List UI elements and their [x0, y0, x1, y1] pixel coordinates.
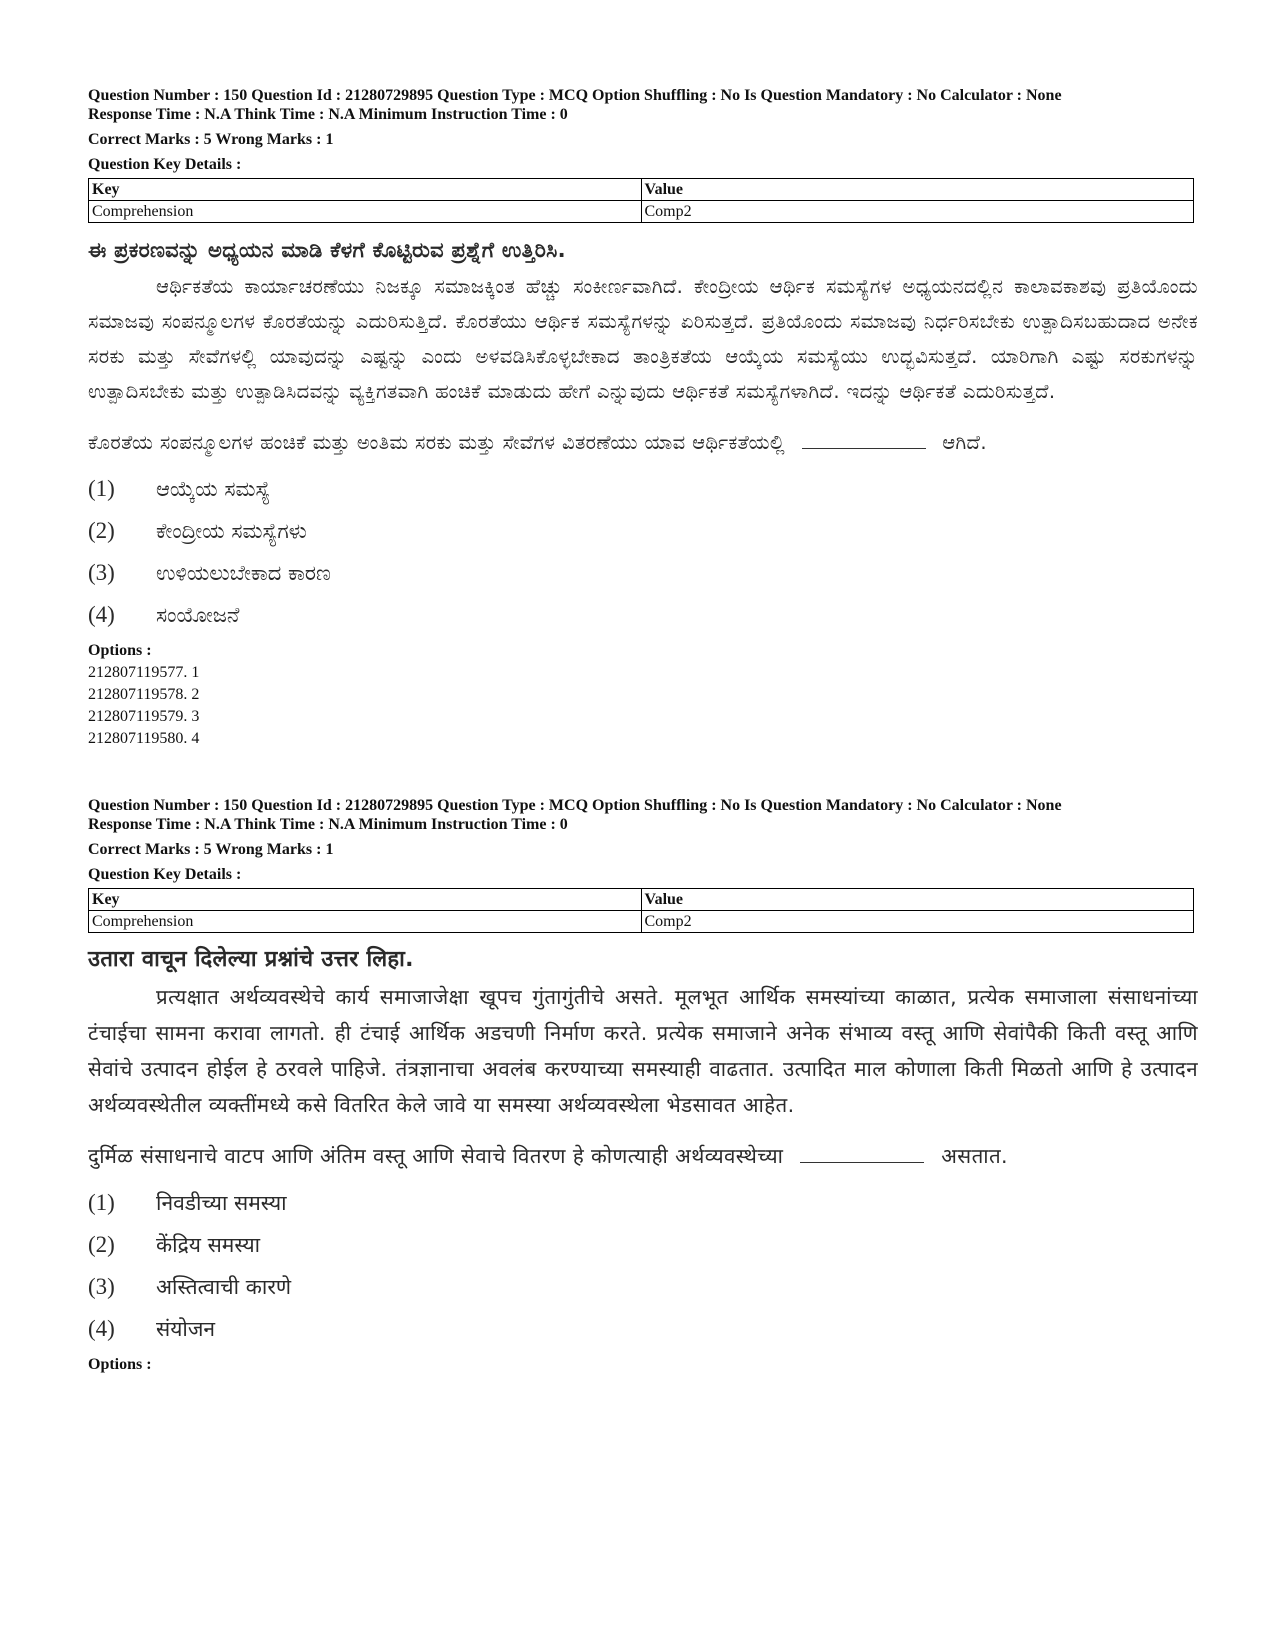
choice-list [88, 1182, 1198, 1350]
question-meta [88, 86, 1198, 174]
choice-text: अस्तित्वाची कारणे [156, 1275, 292, 1299]
meta-line-2: Response Time : N.A Think Time : N.A Minimum Instruction Time : 0 [88, 106, 568, 123]
question-meta [88, 796, 1198, 884]
meta-line-1: Question Number : 150 Question Id : 21280729895 Question Type : MCQ Option Shuffling : No Is Question Mandatory : No Calculator : None [88, 797, 1062, 814]
option-id: 212807119578. 2 [88, 686, 200, 703]
document-page [88, 86, 1198, 1376]
option-id: 212807119579. 3 [88, 708, 200, 725]
key-cell: Comprehension [89, 911, 642, 933]
choice-item [88, 1266, 1198, 1308]
table-row [89, 201, 1194, 223]
key-header: Key [89, 179, 642, 201]
question-text-end: ಆಗಿದೆ. [942, 431, 987, 454]
scanned-question-image [88, 945, 1198, 1350]
choice-text: ಉಳಿಯಲುಬೇಕಾದ ಕಾರಣ [156, 561, 331, 585]
key-cell: Comprehension [89, 201, 642, 223]
option-id: 212807119577. 1 [88, 664, 200, 681]
question-text: दुर्मिळ संसाधनाचे वाटप आणि अंतिम वस्तू आणि सेवाचे वितरण हे कोणत्याही अर्थव्यवस्थेच्या [88, 1144, 784, 1168]
choice-number: (2) [88, 1232, 115, 1257]
question-stem [88, 425, 1198, 460]
passage-text: ಆರ್ಥಿಕತೆಯ ಕಾರ್ಯಾಚರಣೆಯು ನಿಜಕ್ಕೂ ಸಮಾಜಕ್ಕಿಂತ ಹೆಚ್ಚು ಸಂಕೀರ್ಣವಾಗಿದೆ. ಕೇಂದ್ರೀಯ ಆರ್ಥಿಕ ಸಮಸ್ಯೆಗಳ ಅಧ್ಯಯನದಲ್ಲಿನ ಕಾಲಾವಕಾಶವು ಪ್ರತಿಯೊಂದು ಸಮಾಜವು ಸಂಪನ್ಮೂಲಗಳ ಕೊರತೆಯನ್ನು ಎದುರಿಸುತ್ತಿದೆ. ಕೊರತೆಯು ಆರ್ಥಿಕ ಸಮಸ್ಯೆಗಳನ್ನು ಏರಿಸುತ್ತದೆ. ಪ್ರತಿಯೊಂದು ಸಮಾಜವು ನಿರ್ಧರಿಸಬೇಕು ಉತ್ಪಾದಿಸಬಹುದಾದ ಅನೇಕ ಸರಕು ಮತ್ತು ಸೇವೆಗಳಲ್ಲಿ ಯಾವುದನ್ನು ಎಷ್ಟನ್ನು ಎಂದು ಅಳವಡಿಸಿಕೊಳ್ಳಬೇಕಾದ ತಾಂತ್ರಿಕತೆಯ ಆಯ್ಕೆಯ ಸಮಸ್ಯೆಯು ಉದ್ಭವಿಸುತ್ತದೆ. ಯಾರಿಗಾಗಿ ಎಷ್ಟು ಸರಕುಗಳನ್ನು ಉತ್ಪಾದಿಸಬೇಕು ಮತ್ತು ಉತ್ಪಾಡಿಸಿದವನ್ನು ವ್ಯಕ್ತಿಗತವಾಗಿ ಹಂಚಿಕೆ ಮಾಡುದು ಹೇಗೆ ಎನ್ನುವುದು ಆರ್ಥಿಕತೆ ಸಮಸ್ಯೆಗಳಾಗಿದೆ. ಇದನ್ನು ಆರ್ಥಿಕತೆ ಎದುರಿಸುತ್ತದೆ. [88, 275, 1198, 403]
value-header: Value [641, 889, 1194, 911]
key-details-label: Question Key Details : [88, 866, 242, 883]
instruction-text: उतारा वाचून दिलेल्या प्रश्नांचे उत्तर लिहा. [88, 947, 414, 972]
fill-blank [802, 448, 926, 449]
table-header-row [89, 889, 1194, 911]
choice-number: (1) [88, 476, 115, 501]
table-row [89, 911, 1194, 933]
choice-item [88, 594, 1198, 636]
question-stem [88, 1139, 1198, 1174]
choice-item [88, 1224, 1198, 1266]
value-cell: Comp2 [641, 201, 1194, 223]
question-block-marathi [88, 796, 1198, 1376]
choice-list [88, 468, 1198, 636]
choice-item [88, 510, 1198, 552]
marks-line: Correct Marks : 5 Wrong Marks : 1 [88, 131, 334, 148]
instruction-text: ಈ ಪ್ರಕರಣವನ್ನು ಅಧ್ಯಯನ ಮಾಡಿ ಕೆಳಗೆ ಕೊಟ್ಟಿರುವ ಪ್ರಶ್ನೆಗೆ ಉತ್ತಿರಿಸಿ. [88, 238, 566, 262]
choice-number: (2) [88, 518, 115, 543]
choice-number: (3) [88, 1274, 115, 1299]
passage-text: प्रत्यक्षात अर्थव्यवस्थेचे कार्य समाजाजेक्षा खूपच गुंतागुंतीचे असते. मूलभूत आर्थिक समस्यांच्या काळात, प्रत्येक समाजाला संसाधनांच्या टंचाईचा सामना करावा लागतो. ही टंचाई आर्थिक अडचणी निर्माण करते. प्रत्येक समाजाने अनेक संभाव्य वस्तू आणि सेवांपैकी किती वस्तू आणि सेवांचे उत्पादन होईल हे ठरवले पाहिजे. तंत्रज्ञानाचा अवलंब करण्याच्या समस्याही वाढतात. उत्पादित माल कोणाला किती मिळतो आणि हे उत्पादन अर्थव्यवस्थेतील व्यक्तींमध्ये कसे वितरित केले जावे या समस्या अर्थव्यवस्थेला भेडसावत आहेत. [88, 985, 1198, 1117]
meta-line-1: Question Number : 150 Question Id : 21280729895 Question Type : MCQ Option Shuffling : No Is Question Mandatory : No Calculator : None [88, 87, 1062, 104]
marks-line: Correct Marks : 5 Wrong Marks : 1 [88, 841, 334, 858]
choice-number: (3) [88, 560, 115, 585]
question-text-end: असतात. [941, 1144, 1008, 1168]
question-text: ಕೊರತೆಯ ಸಂಪನ್ಮೂಲಗಳ ಹಂಚಿಕೆ ಮತ್ತು ಅಂತಿಮ ಸರಕು ಮತ್ತು ಸೇವೆಗಳ ವಿತರಣೆಯು ಯಾವ ಆರ್ಥಿಕತೆಯಲ್ಲಿ [88, 431, 785, 454]
option-id: 212807119580. 4 [88, 730, 200, 747]
value-header: Value [641, 179, 1194, 201]
choice-text: केंद्रिय समस्या [156, 1233, 261, 1257]
value-cell: Comp2 [641, 911, 1194, 933]
key-header: Key [89, 889, 642, 911]
key-details-table [88, 888, 1194, 933]
choice-text: ಕೇಂದ್ರೀಯ ಸಮಸ್ಯೆಗಳು [156, 519, 307, 543]
fill-blank [800, 1162, 924, 1163]
options-list [88, 1354, 1198, 1376]
options-label: Options : [88, 642, 152, 659]
meta-line-2: Response Time : N.A Think Time : N.A Minimum Instruction Time : 0 [88, 816, 568, 833]
choice-text: निवडीच्या समस्या [156, 1191, 287, 1215]
choice-text: संयोजन [156, 1317, 216, 1341]
choice-text: ಸಂಯೋಜನೆ [156, 603, 240, 627]
key-details-label: Question Key Details : [88, 156, 242, 173]
choice-number: (4) [88, 602, 115, 627]
options-label: Options : [88, 1356, 152, 1373]
choice-item [88, 1308, 1198, 1350]
question-block-kannada [88, 86, 1198, 750]
table-header-row [89, 179, 1194, 201]
choice-item [88, 552, 1198, 594]
options-list [88, 640, 1198, 750]
choice-item [88, 1182, 1198, 1224]
key-details-table [88, 178, 1194, 223]
scanned-question-image [88, 235, 1198, 636]
choice-number: (1) [88, 1190, 115, 1215]
choice-item [88, 468, 1198, 510]
choice-text: ಆಯ್ಕೆಯ ಸಮಸ್ಯೆ [156, 477, 271, 501]
choice-number: (4) [88, 1316, 115, 1341]
